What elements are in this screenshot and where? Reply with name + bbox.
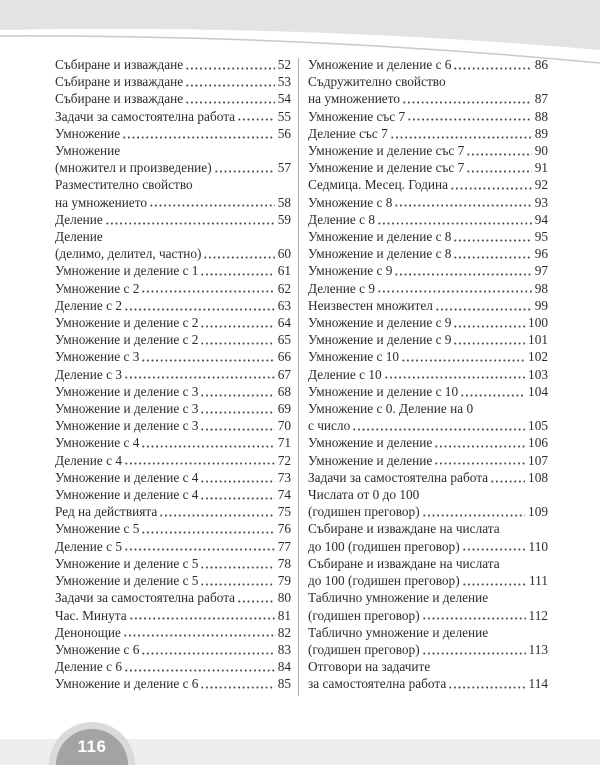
dot-leader	[394, 262, 531, 279]
dot-leader	[460, 383, 525, 400]
dot-leader	[141, 348, 274, 365]
toc-entry-title: Неизвестен множител	[308, 297, 433, 313]
toc-entry-page-number: 59	[277, 211, 291, 227]
toc-entry-title: Деление със 7	[308, 125, 388, 141]
toc-entry-page-number: 55	[277, 108, 291, 124]
toc-entry-page-number: 78	[277, 555, 291, 571]
toc-entry-page-number: 96	[534, 246, 548, 262]
dot-leader	[402, 90, 532, 107]
dot-leader	[185, 56, 274, 73]
toc-entry-title: Умножение и деление със 7	[308, 160, 465, 176]
dot-leader	[149, 194, 275, 211]
dot-leader	[384, 366, 525, 383]
toc-entry-title: Умножение и деление	[308, 435, 433, 451]
toc-entry-page-number: 105	[528, 418, 548, 434]
toc-entry-page-number: 80	[277, 590, 291, 606]
toc-entry	[55, 538, 291, 555]
toc-entry-page-number: 56	[277, 125, 291, 141]
toc-entry	[55, 56, 291, 73]
dot-leader	[401, 348, 525, 365]
toc-entry-page-number: 71	[277, 435, 291, 451]
toc-entry	[55, 641, 291, 658]
toc-entry-page-number: 113	[528, 641, 548, 657]
toc-entry-title: Отговори на задачите	[308, 659, 431, 675]
dot-leader	[200, 572, 274, 589]
toc-entry-page-number: 75	[277, 504, 291, 520]
toc-entry	[55, 262, 291, 279]
toc-entry-page-number: 98	[534, 280, 548, 296]
dot-leader	[490, 469, 525, 486]
toc-entry-page-number: 74	[277, 487, 291, 503]
dot-leader	[377, 280, 532, 297]
dot-leader	[466, 142, 531, 159]
toc-entry	[308, 142, 548, 159]
toc-entry	[308, 125, 548, 142]
toc-entry	[55, 108, 291, 125]
dot-leader	[124, 538, 275, 555]
toc-entry-title: Деление	[55, 229, 103, 245]
toc-entry-title: до 100 (годишен преговор)	[308, 573, 460, 589]
toc-entry	[55, 417, 291, 434]
dot-leader	[200, 383, 274, 400]
toc-entry	[55, 366, 291, 383]
toc-entry	[308, 280, 548, 297]
toc-entry-title: Умножение и деление със 7	[308, 143, 465, 159]
dot-leader	[124, 366, 275, 383]
dot-leader	[200, 486, 274, 503]
dot-leader	[200, 417, 274, 434]
toc-entry-page-number: 81	[277, 607, 291, 623]
toc-entry	[308, 434, 548, 451]
toc-entry-page-number: 93	[534, 194, 548, 210]
toc-entry-title: Умножение	[55, 143, 121, 159]
dot-leader	[129, 607, 275, 624]
dot-leader	[105, 211, 275, 228]
toc-entry-page-number: 68	[277, 383, 291, 399]
dot-leader	[422, 607, 526, 624]
toc-entry	[308, 520, 548, 554]
toc-entry-title: Умножение и деление с 5	[55, 555, 199, 571]
toc-entry	[308, 211, 548, 228]
dot-leader	[200, 262, 274, 279]
toc-entry	[55, 486, 291, 503]
toc-entry-title: Деление с 9	[308, 280, 376, 296]
toc-entry-title: за самостоятелна работа	[308, 676, 447, 692]
toc-entry	[308, 366, 548, 383]
dot-leader	[448, 675, 525, 692]
dot-leader	[123, 624, 275, 641]
toc-entry-title: Събиране и изваждане	[55, 91, 184, 107]
toc-entry-title: Умножение с 3	[55, 349, 140, 365]
toc-entry	[308, 228, 548, 245]
toc-entry	[55, 400, 291, 417]
dot-leader	[394, 194, 531, 211]
toc-entry-title: Деление с 3	[55, 366, 123, 382]
toc-entry	[55, 125, 291, 142]
toc-entry	[55, 434, 291, 451]
dot-leader	[200, 331, 274, 348]
toc-entry-page-number: 92	[534, 177, 548, 193]
toc-entry-page-number: 64	[277, 315, 291, 331]
toc-entry-page-number: 54	[277, 91, 291, 107]
toc-entry-title: Събиране и изваждане	[55, 57, 184, 72]
toc-entry-title: Умножение и деление с 3	[55, 383, 199, 399]
dot-leader	[466, 159, 531, 176]
toc-entry-title: до 100 (годишен преговор)	[308, 538, 460, 554]
toc-entry	[55, 452, 291, 469]
toc-entry-title: Умножение и деление с 3	[55, 418, 199, 434]
toc-entry-title: Деление с 10	[308, 366, 382, 382]
dot-leader	[453, 331, 525, 348]
toc-entry	[308, 555, 548, 589]
toc-entry-page-number: 108	[528, 469, 548, 485]
toc-entry-title: Умножение с 8	[308, 194, 393, 210]
toc-entry-page-number: 100	[528, 315, 548, 331]
toc-entry-page-number: 70	[277, 418, 291, 434]
toc-entry-page-number: 65	[277, 332, 291, 348]
toc-entry	[308, 469, 548, 486]
toc-entry	[308, 56, 548, 73]
toc-entry	[308, 176, 548, 193]
toc-entry-page-number: 90	[534, 143, 548, 159]
toc-entry-title: Деление с 8	[308, 211, 376, 227]
toc-entry-title: Умножение и деление с 8	[308, 246, 452, 262]
toc-entry	[55, 211, 291, 228]
dot-leader	[141, 280, 274, 297]
toc-entry	[55, 90, 291, 107]
toc-entry-page-number: 101	[528, 332, 548, 348]
dot-leader	[237, 108, 275, 125]
toc-entry-title: Час. Минута	[55, 607, 127, 623]
toc-entry	[55, 348, 291, 365]
toc-entry	[308, 331, 548, 348]
toc-entry-title: Умножение и деление с 3	[55, 401, 199, 417]
toc-entry	[308, 73, 548, 107]
toc-entry-title: Деление с 4	[55, 452, 123, 468]
dot-leader	[453, 228, 531, 245]
toc-entry-title: Умножение с 9	[308, 263, 393, 279]
toc-entry-page-number: 60	[277, 246, 291, 262]
toc-entry	[308, 624, 548, 658]
toc-entry	[55, 675, 291, 692]
toc-entry-title: Умножение с 5	[55, 521, 140, 537]
toc-entry-title: Числата от 0 до 100	[308, 487, 420, 503]
dot-leader	[141, 520, 274, 537]
toc-entry-page-number: 52	[277, 57, 291, 72]
toc-entry-page-number: 110	[528, 538, 548, 554]
dot-leader	[352, 417, 525, 434]
toc-entry-page-number: 97	[534, 263, 548, 279]
toc-entry-title: (делимо, делител, частно)	[55, 246, 202, 262]
toc-entry-title: Умножение с 4	[55, 435, 140, 451]
toc-entry-title: Умножение и деление с 6	[308, 57, 452, 72]
toc-entry-title: (годишен преговор)	[308, 504, 420, 520]
toc-entry	[55, 228, 291, 262]
dot-leader	[124, 297, 275, 314]
dot-leader	[422, 641, 526, 658]
toc-entry-page-number: 63	[277, 297, 291, 313]
toc-entry	[308, 589, 548, 623]
dot-leader	[434, 434, 525, 451]
toc-entry	[55, 520, 291, 537]
toc-entry-page-number: 83	[277, 641, 291, 657]
toc-entry-title: Умножение и деление с 5	[55, 573, 199, 589]
toc-entry-page-number: 109	[528, 504, 548, 520]
toc-entry	[55, 331, 291, 348]
toc-entry	[308, 194, 548, 211]
toc-entry-title: на умножението	[55, 194, 147, 210]
toc-entry-title: Седмица. Месец. Година	[308, 177, 449, 193]
toc-entry-title: (годишен преговор)	[308, 607, 420, 623]
dot-leader	[185, 90, 274, 107]
dot-leader	[200, 675, 274, 692]
toc-entry	[55, 572, 291, 589]
dot-leader	[200, 400, 274, 417]
toc-entry-page-number: 89	[534, 125, 548, 141]
toc-entry	[308, 452, 548, 469]
toc-entry-page-number: 85	[277, 676, 291, 692]
toc-entry	[308, 262, 548, 279]
toc-entry-title: Умножение и деление с 9	[308, 315, 452, 331]
toc-entry	[308, 383, 548, 400]
toc-entry	[308, 314, 548, 331]
toc-entry	[308, 486, 548, 520]
toc-entry	[55, 176, 291, 210]
toc-entry-page-number: 87	[534, 91, 548, 107]
toc-entry-page-number: 86	[534, 57, 548, 72]
toc-column-right	[308, 56, 548, 693]
toc-entry-title: Разместително свойство	[55, 177, 193, 193]
toc-entry-page-number: 53	[277, 74, 291, 90]
dot-leader	[434, 452, 525, 469]
toc-entry-title: Умножение и деление с 8	[308, 229, 452, 245]
toc-entry-page-number: 82	[277, 624, 291, 640]
toc-entry-page-number: 76	[277, 521, 291, 537]
dot-leader	[390, 125, 532, 142]
toc-entry-title: Събиране и изваждане на числата	[308, 555, 500, 571]
toc-entry	[55, 503, 291, 520]
toc-entry	[55, 280, 291, 297]
toc-entry-title: с число	[308, 418, 351, 434]
toc-entry-page-number: 107	[528, 452, 548, 468]
toc-column-left	[55, 56, 291, 693]
dot-leader	[200, 555, 274, 572]
dot-leader	[462, 538, 526, 555]
toc-entry	[308, 297, 548, 314]
toc-entry-page-number: 84	[277, 659, 291, 675]
dot-leader	[124, 452, 275, 469]
toc-entry-page-number: 73	[277, 469, 291, 485]
toc-entry	[55, 383, 291, 400]
toc-entry-page-number: 69	[277, 401, 291, 417]
dot-leader	[203, 245, 274, 262]
toc-entry-title: Умножение с 2	[55, 280, 140, 296]
toc-entry-title: Ред на действията	[55, 504, 158, 520]
toc-entry-title: Умножение и деление с 10	[308, 383, 459, 399]
toc-entry-page-number: 91	[534, 160, 548, 176]
toc-entry	[308, 400, 548, 434]
toc-entry-page-number: 99	[534, 297, 548, 313]
toc-entry-title: Денонощие	[55, 624, 121, 640]
dot-leader	[450, 176, 532, 193]
toc-entry-page-number: 112	[528, 607, 548, 623]
toc-entry-page-number: 67	[277, 366, 291, 382]
toc-entry	[308, 159, 548, 176]
toc-entry-title: Умножение	[55, 125, 121, 141]
toc-entry-page-number: 111	[529, 573, 548, 589]
toc-entry-title: Задачи за самостоятелна работа	[55, 108, 236, 124]
dot-leader	[237, 589, 275, 606]
toc-entry	[55, 624, 291, 641]
toc-entry-title: Таблично умножение и деление	[308, 590, 489, 606]
toc-entry	[55, 297, 291, 314]
toc-entry-page-number: 103	[528, 366, 548, 382]
toc-entry-page-number: 61	[277, 263, 291, 279]
toc-entry	[55, 607, 291, 624]
toc-entry-title: Таблично умножение и деление	[308, 624, 489, 640]
toc-entry-title: (годишен преговор)	[308, 641, 420, 657]
dot-leader	[453, 314, 525, 331]
toc-entry-page-number: 94	[534, 211, 548, 227]
toc-entry-title: Умножение и деление с 2	[55, 332, 199, 348]
toc-entry-page-number: 104	[528, 383, 548, 399]
toc-entry-title: на умножението	[308, 91, 400, 107]
dot-leader	[462, 572, 526, 589]
dot-leader	[141, 434, 274, 451]
dot-leader	[453, 56, 531, 73]
toc-entry	[55, 142, 291, 176]
column-divider	[298, 58, 299, 696]
toc-entry-title: Деление с 2	[55, 297, 123, 313]
toc-entry	[308, 348, 548, 365]
toc-entry-page-number: 72	[277, 452, 291, 468]
dot-leader	[422, 503, 525, 520]
dot-leader	[435, 297, 532, 314]
toc-entry-title: Събиране и изваждане на числата	[308, 521, 500, 537]
page-number-circle	[56, 729, 128, 765]
toc-entry-title: Умножение и деление с 6	[55, 676, 199, 692]
dot-leader	[124, 658, 275, 675]
toc-entry-title: Задачи за самостоятелна работа	[55, 590, 236, 606]
dot-leader	[122, 125, 275, 142]
dot-leader	[200, 469, 274, 486]
toc-entry-title: Умножение и деление с 9	[308, 332, 452, 348]
toc-entry-page-number: 66	[277, 349, 291, 365]
toc-entry-page-number: 114	[528, 676, 548, 692]
toc-entry-title: Деление с 5	[55, 538, 123, 554]
toc-entry-title: Умножение с 6	[55, 641, 140, 657]
toc-entry-title: Съдружително свойство	[308, 74, 446, 90]
dot-leader	[214, 159, 275, 176]
toc-entry-title: Умножение и деление с 1	[55, 263, 199, 279]
toc-entry	[55, 469, 291, 486]
toc-entry-page-number: 95	[534, 229, 548, 245]
dot-leader	[159, 503, 274, 520]
dot-leader	[185, 73, 274, 90]
toc-entry-title: Умножение с 10	[308, 349, 399, 365]
toc-entry	[308, 245, 548, 262]
toc-entry-page-number: 88	[534, 108, 548, 124]
toc-entry	[308, 658, 548, 692]
dot-leader	[407, 108, 532, 125]
toc-entry	[55, 314, 291, 331]
toc-entry-title: (множител и произведение)	[55, 160, 212, 176]
toc-entry-title: Умножение и деление с 4	[55, 487, 199, 503]
dot-leader	[200, 314, 274, 331]
toc-entry-title: Деление с 6	[55, 659, 123, 675]
toc-entry-title: Събиране и изваждане	[55, 74, 184, 90]
toc-entry-page-number: 57	[277, 160, 291, 176]
toc-entry	[55, 658, 291, 675]
dot-leader	[141, 641, 274, 658]
toc-entry-title: Задачи за самостоятелна работа	[308, 469, 489, 485]
toc-entry	[55, 555, 291, 572]
toc-entry	[55, 589, 291, 606]
dot-leader	[377, 211, 532, 228]
toc-entry-title: Умножение и деление	[308, 452, 433, 468]
toc-entry	[55, 73, 291, 90]
toc-entry-page-number: 62	[277, 280, 291, 296]
toc-entry	[308, 108, 548, 125]
toc-entry-title: Деление	[55, 211, 103, 227]
toc-entry-title: Умножение и деление с 2	[55, 315, 199, 331]
toc-entry-title: Умножение със 7	[308, 108, 406, 124]
toc-entry-page-number: 58	[277, 194, 291, 210]
toc-entry-page-number: 106	[528, 435, 548, 451]
page-number: 116	[77, 737, 107, 756]
page-number-badge	[49, 722, 135, 765]
toc-entry-page-number: 102	[528, 349, 548, 365]
toc-entry-page-number: 77	[277, 538, 291, 554]
toc-entry-title: Умножение и деление с 4	[55, 469, 199, 485]
toc-entry-title: Умножение с 0. Деление на 0	[308, 401, 474, 417]
dot-leader	[453, 245, 531, 262]
toc-entry-page-number: 79	[277, 573, 291, 589]
